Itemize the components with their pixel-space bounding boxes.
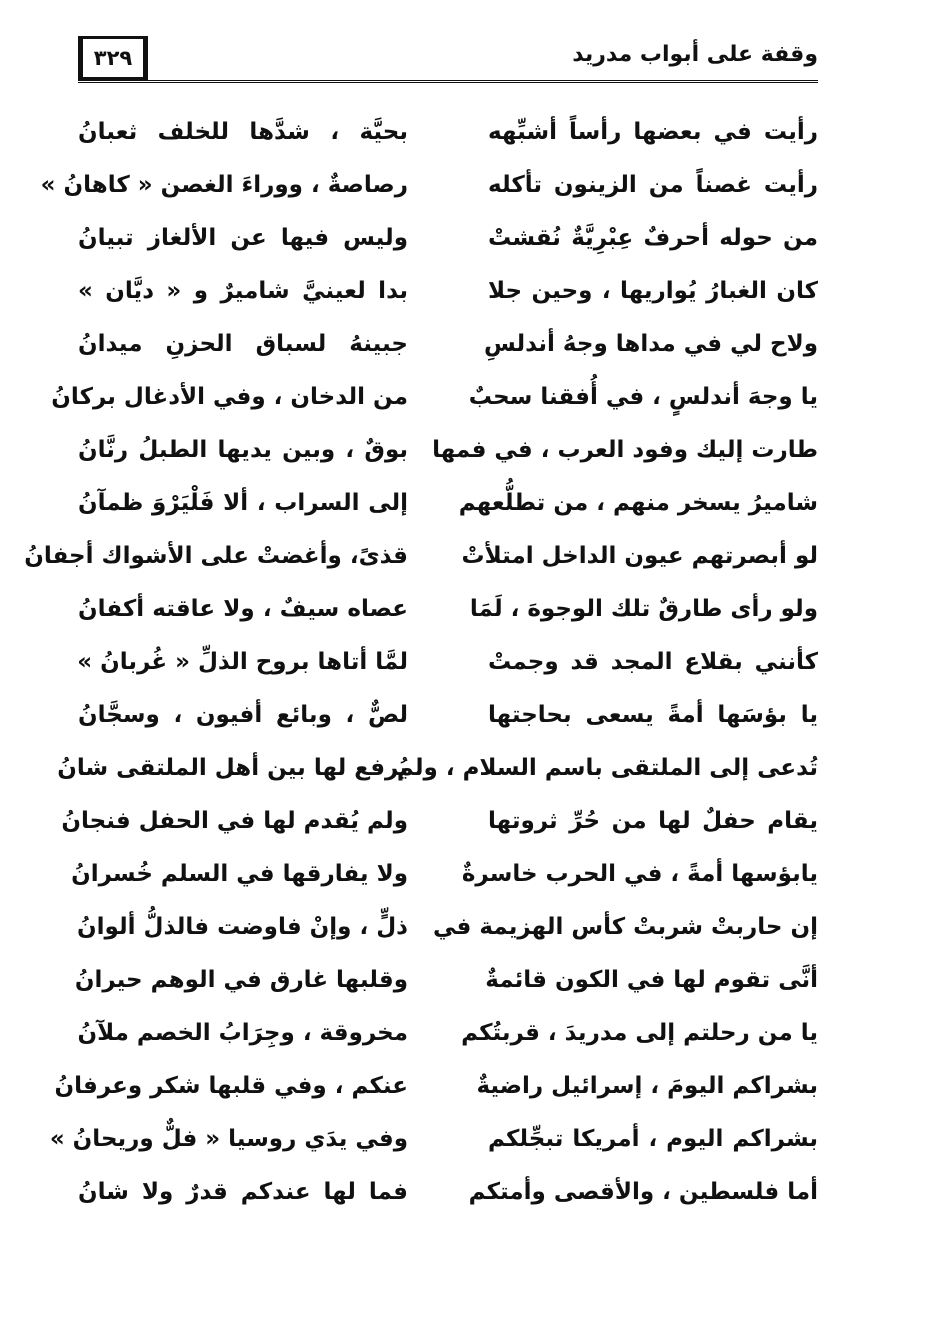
verse-first-hemistich: من حوله أحرفٌ عِبْرِيَّةٌ نُقشتْ	[488, 225, 818, 251]
verse-line	[78, 424, 818, 477]
verse-first-hemistich: لو أبصرتهم عيون الداخل امتلأتْ	[461, 543, 818, 569]
verse-line	[40, 159, 818, 212]
verse-second-hemistich: من الدخان ، وفي الأدغال بركانُ	[51, 384, 408, 410]
verse-first-hemistich: يا من رحلتم إلى مدريدَ ، قربتُكم	[461, 1020, 818, 1046]
verse-first-hemistich: أنَّى تقوم لها في الكون قائمةٌ	[485, 967, 818, 993]
verse-line	[78, 583, 818, 636]
verse-second-hemistich: بحيَّة ، شدَّها للخلف ثعبانُ	[78, 119, 408, 145]
verse-line	[54, 1060, 818, 1113]
header-rule	[78, 80, 818, 83]
verse-second-hemistich: ولا يفارقها في السلم خُسرانُ	[71, 861, 408, 887]
verse-first-hemistich: يا وجهَ أندلسٍ ، في أُفقنا سحبٌ	[468, 384, 818, 410]
running-title: وقفة على أبواب مدريد	[572, 42, 818, 67]
verse-first-hemistich: كان الغبارُ يُواريها ، وحين جلا	[488, 278, 818, 304]
verse-first-hemistich: يابؤسها أمةً ، في الحرب خاسرةٌ	[461, 861, 818, 887]
verse-line	[78, 1166, 818, 1219]
poem-verses	[24, 106, 818, 1219]
verse-line	[57, 742, 818, 795]
verse-first-hemistich: أما فلسطين ، والأقصى وأمتكم	[468, 1179, 818, 1205]
verse-first-hemistich: شاميرُ يسخر منهم ، من تطلُّعهم	[458, 490, 818, 516]
running-header	[78, 36, 818, 88]
verse-second-hemistich: مخروقة ، وجِرَابُ الخصم ملآنُ	[77, 1020, 408, 1046]
verse-first-hemistich: يقام حفلٌ لها من حُرِّ ثروتها	[488, 808, 818, 834]
verse-second-hemistich: وليس فيها عن الألغاز تبيانُ	[78, 225, 408, 251]
verse-line	[78, 212, 818, 265]
verse-second-hemistich: جبينهُ لسباق الحزنِ ميدانُ	[78, 331, 408, 357]
verse-first-hemistich: تُدعى إلى الملتقى باسم السلام ، ولم	[396, 755, 818, 781]
verse-first-hemistich: إن حاربتْ شربتْ كأس الهزيمة في	[433, 914, 818, 940]
verse-second-hemistich: وقلبها غارق في الوهم حيرانُ	[74, 967, 408, 993]
verse-second-hemistich: رصاصةٌ ، ووراءَ الغصن « كاهانُ »	[40, 172, 408, 198]
verse-line	[61, 795, 818, 848]
verse-first-hemistich: ولاح لي في مداها وجهُ أندلسِ	[483, 331, 818, 357]
verse-second-hemistich: ولم يُقدم لها في الحفل فنجانُ	[61, 808, 408, 834]
verse-line	[51, 371, 818, 424]
verse-line	[78, 1007, 818, 1060]
verse-line	[71, 848, 818, 901]
verse-first-hemistich: رأيت غصناً من الزينون تأكله	[488, 172, 818, 198]
verse-line	[78, 265, 818, 318]
verse-second-hemistich: لصٌّ ، وبائع أفيون ، وسجَّانُ	[78, 702, 408, 728]
page-number: ٣٢٩	[78, 36, 148, 80]
verse-second-hemistich: ذلٍّ ، وإنْ فاوضت فالذلُّ ألوانُ	[77, 914, 408, 940]
verse-second-hemistich: عنكم ، وفي قلبها شكر وعرفانُ	[54, 1073, 408, 1099]
verse-first-hemistich: يا بؤسَها أمةً يسعى بحاجتها	[488, 702, 818, 728]
verse-line	[78, 106, 818, 159]
verse-first-hemistich: كأنني بقلاع المجد قد وجمتْ	[488, 649, 818, 675]
verse-second-hemistich: بوقٌ ، وبين يديها الطبلُ رنَّانُ	[78, 437, 408, 463]
verse-first-hemistich: رأيت في بعضها رأساً أشبِّهه	[488, 119, 818, 145]
verse-first-hemistich: بشراكم اليوم ، أمريكا تبجِّلكم	[488, 1126, 818, 1152]
verse-first-hemistich: بشراكم اليومَ ، إسرائيل راضيةٌ	[476, 1073, 818, 1099]
verse-second-hemistich: عصاه سيفٌ ، ولا عاقته أكفانُ	[78, 596, 408, 622]
verse-line	[78, 477, 818, 530]
verse-line	[78, 689, 818, 742]
verse-first-hemistich: ولو رأى طارقٌ تلك الوجوهَ ، لَمَا	[469, 596, 818, 622]
verse-line	[49, 1113, 818, 1166]
verse-second-hemistich: فما لها عندكم قدرٌ ولا شانُ	[78, 1179, 408, 1205]
verse-second-hemistich: قذىً، وأغضتْ على الأشواك أجفانُ	[24, 543, 408, 569]
verse-first-hemistich: طارت إليك وفود العرب ، في فمها	[432, 437, 818, 463]
verse-second-hemistich: بدا لعينيَّ شاميرٌ و « ديَّان »	[78, 278, 408, 304]
verse-second-hemistich: إلى السراب ، ألا فَلْيَرْوَ ظمآنُ	[78, 490, 408, 516]
verse-second-hemistich: لمَّا أتاها بروح الذلِّ « غُربانُ »	[77, 649, 408, 675]
verse-line	[78, 901, 818, 954]
verse-line	[78, 636, 818, 689]
verse-line	[74, 954, 818, 1007]
verse-line	[78, 318, 818, 371]
verse-second-hemistich: وفي يدَي روسيا « فلٌّ وريحانُ »	[49, 1126, 408, 1152]
verse-line	[24, 530, 818, 583]
verse-second-hemistich: يُرفع لها بين أهل الملتقى شانُ	[57, 755, 408, 781]
